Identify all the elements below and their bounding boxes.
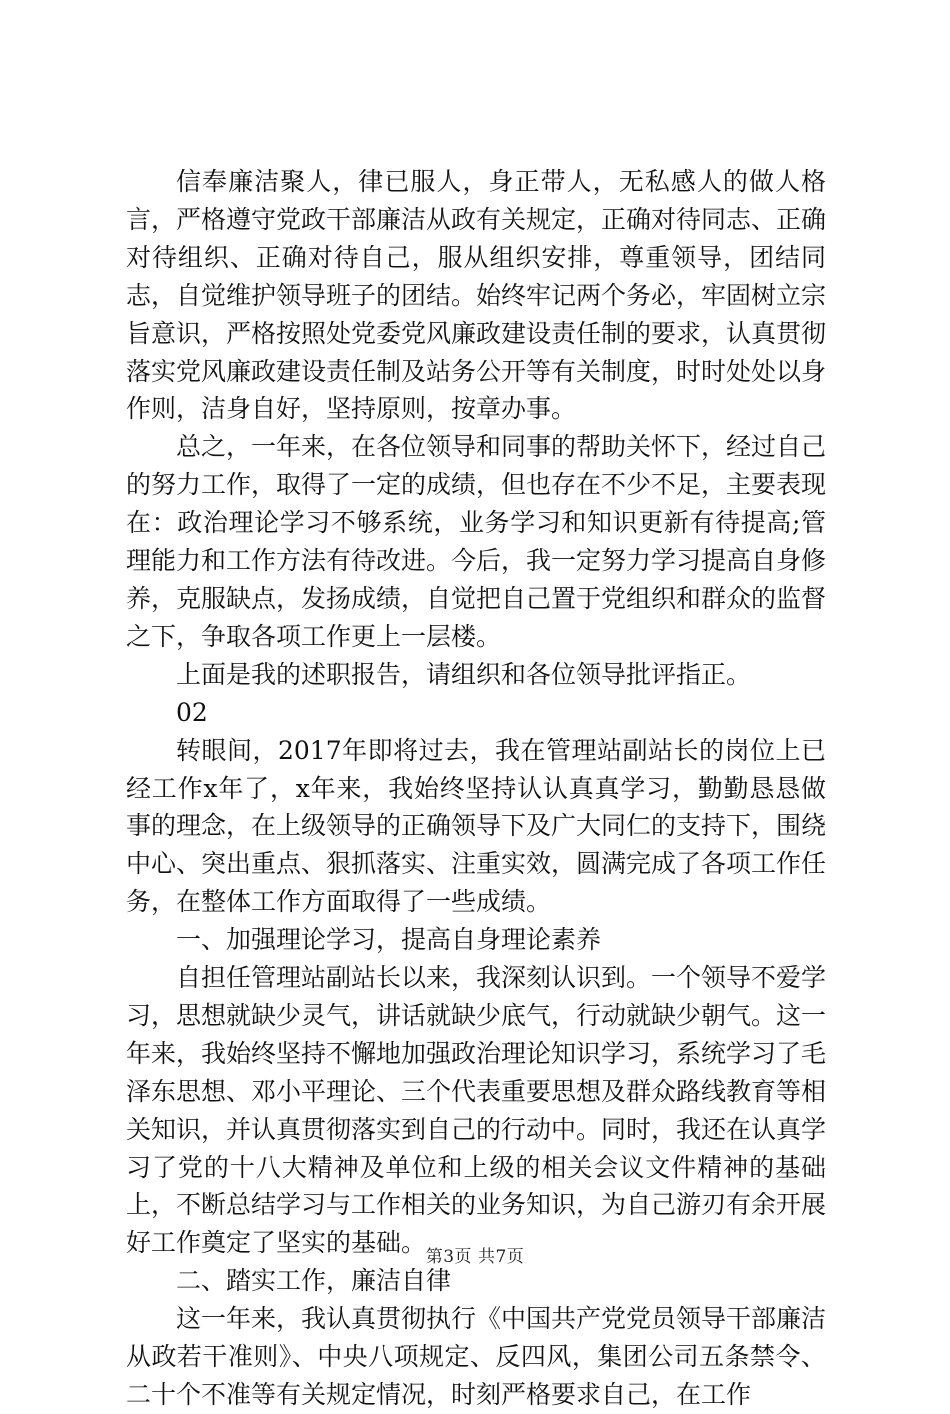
section-number: 02: [176, 697, 208, 727]
paragraph-integrity: 信奉廉洁聚人，律已服人，身正带人，无私感人的做人格言，严格遵守党政干部廉洁从政有关规定，正确对待同志、正确对待组织、正确对待自己，服从组织安排，尊重领导，团结同志，自觉维护领导班子的团结。始终牢记两个务必，牢固树立宗旨意识，严格按照处党委党风廉政建设责任制的要求，认真贯彻落实党风廉政建设责任制及站务公开等有关制度，时时处处以身作则，洁身自好，坚持原则，按章办事。: [126, 167, 827, 424]
heading-theory-study: 一、加强理论学习，提高自身理论素养: [176, 925, 602, 955]
paragraph-closing: 上面是我的述职报告，请组织和各位领导批评指正。: [176, 659, 752, 689]
paragraph-integrity-work: 这一年来，我认真贯彻执行《中国共产党党员领导干部廉洁从政若干准则》、中央八项规定、反四风，集团公司五条禁令、二十个不准等有关规定情况，时刻严格要求自己，在工作: [126, 1304, 827, 1409]
paragraph-theory-study: 自担任管理站副站长以来，我深刻认识到。一个领导不爱学习，思想就缺少灵气，讲话就缺少底气，行动就缺少朝气。这一年来，我始终坚持不懈地加强政治理论知识学习，系统学习了毛泽东思想、邓小平理论、三个代表重要思想及群众路线教育等相关知识，并认真贯彻落实到自己的行动中。同时，我还在认真学习了党的十八大精神及单位和上级的相关会议文件精神的基础上，不断总结学习与工作相关的业务知识，为自己游刃有余开展好工作奠定了坚实的基础。: [126, 963, 827, 1258]
document-body: [126, 163, 826, 1414]
paragraph-summary: 总之，一年来，在各位领导和同事的帮助关怀下，经过自己的努力工作，取得了一定的成绩，但也存在不少不足，主要表现在：政治理论学习不够系统，业务学习和知识更新有待提高;管理能力和工作方法有待改进。今后，我一定努力学习提高自身修养，克服缺点，发扬成绩，自觉把自己置于党组织和群众的监督之下，争取各项工作更上一层楼。: [126, 432, 827, 651]
page-number-footer: 第3页 共7页: [425, 1247, 525, 1267]
heading-integrity-work: 二、踏实工作，廉洁自律: [176, 1266, 452, 1296]
paragraph-intro: 转眼间，2017年即将过去，我在管理站副站长的岗位上已经工作x年了，x年来，我始终坚持认认真真学习，勤勤恳恳做事的理念，在上级领导的正确领导下及广大同仁的支持下，围绕中心、突出重点、狠抓落实、注重实效，圆满完成了各项工作任务，在整体工作方面取得了一些成绩。: [126, 735, 827, 917]
